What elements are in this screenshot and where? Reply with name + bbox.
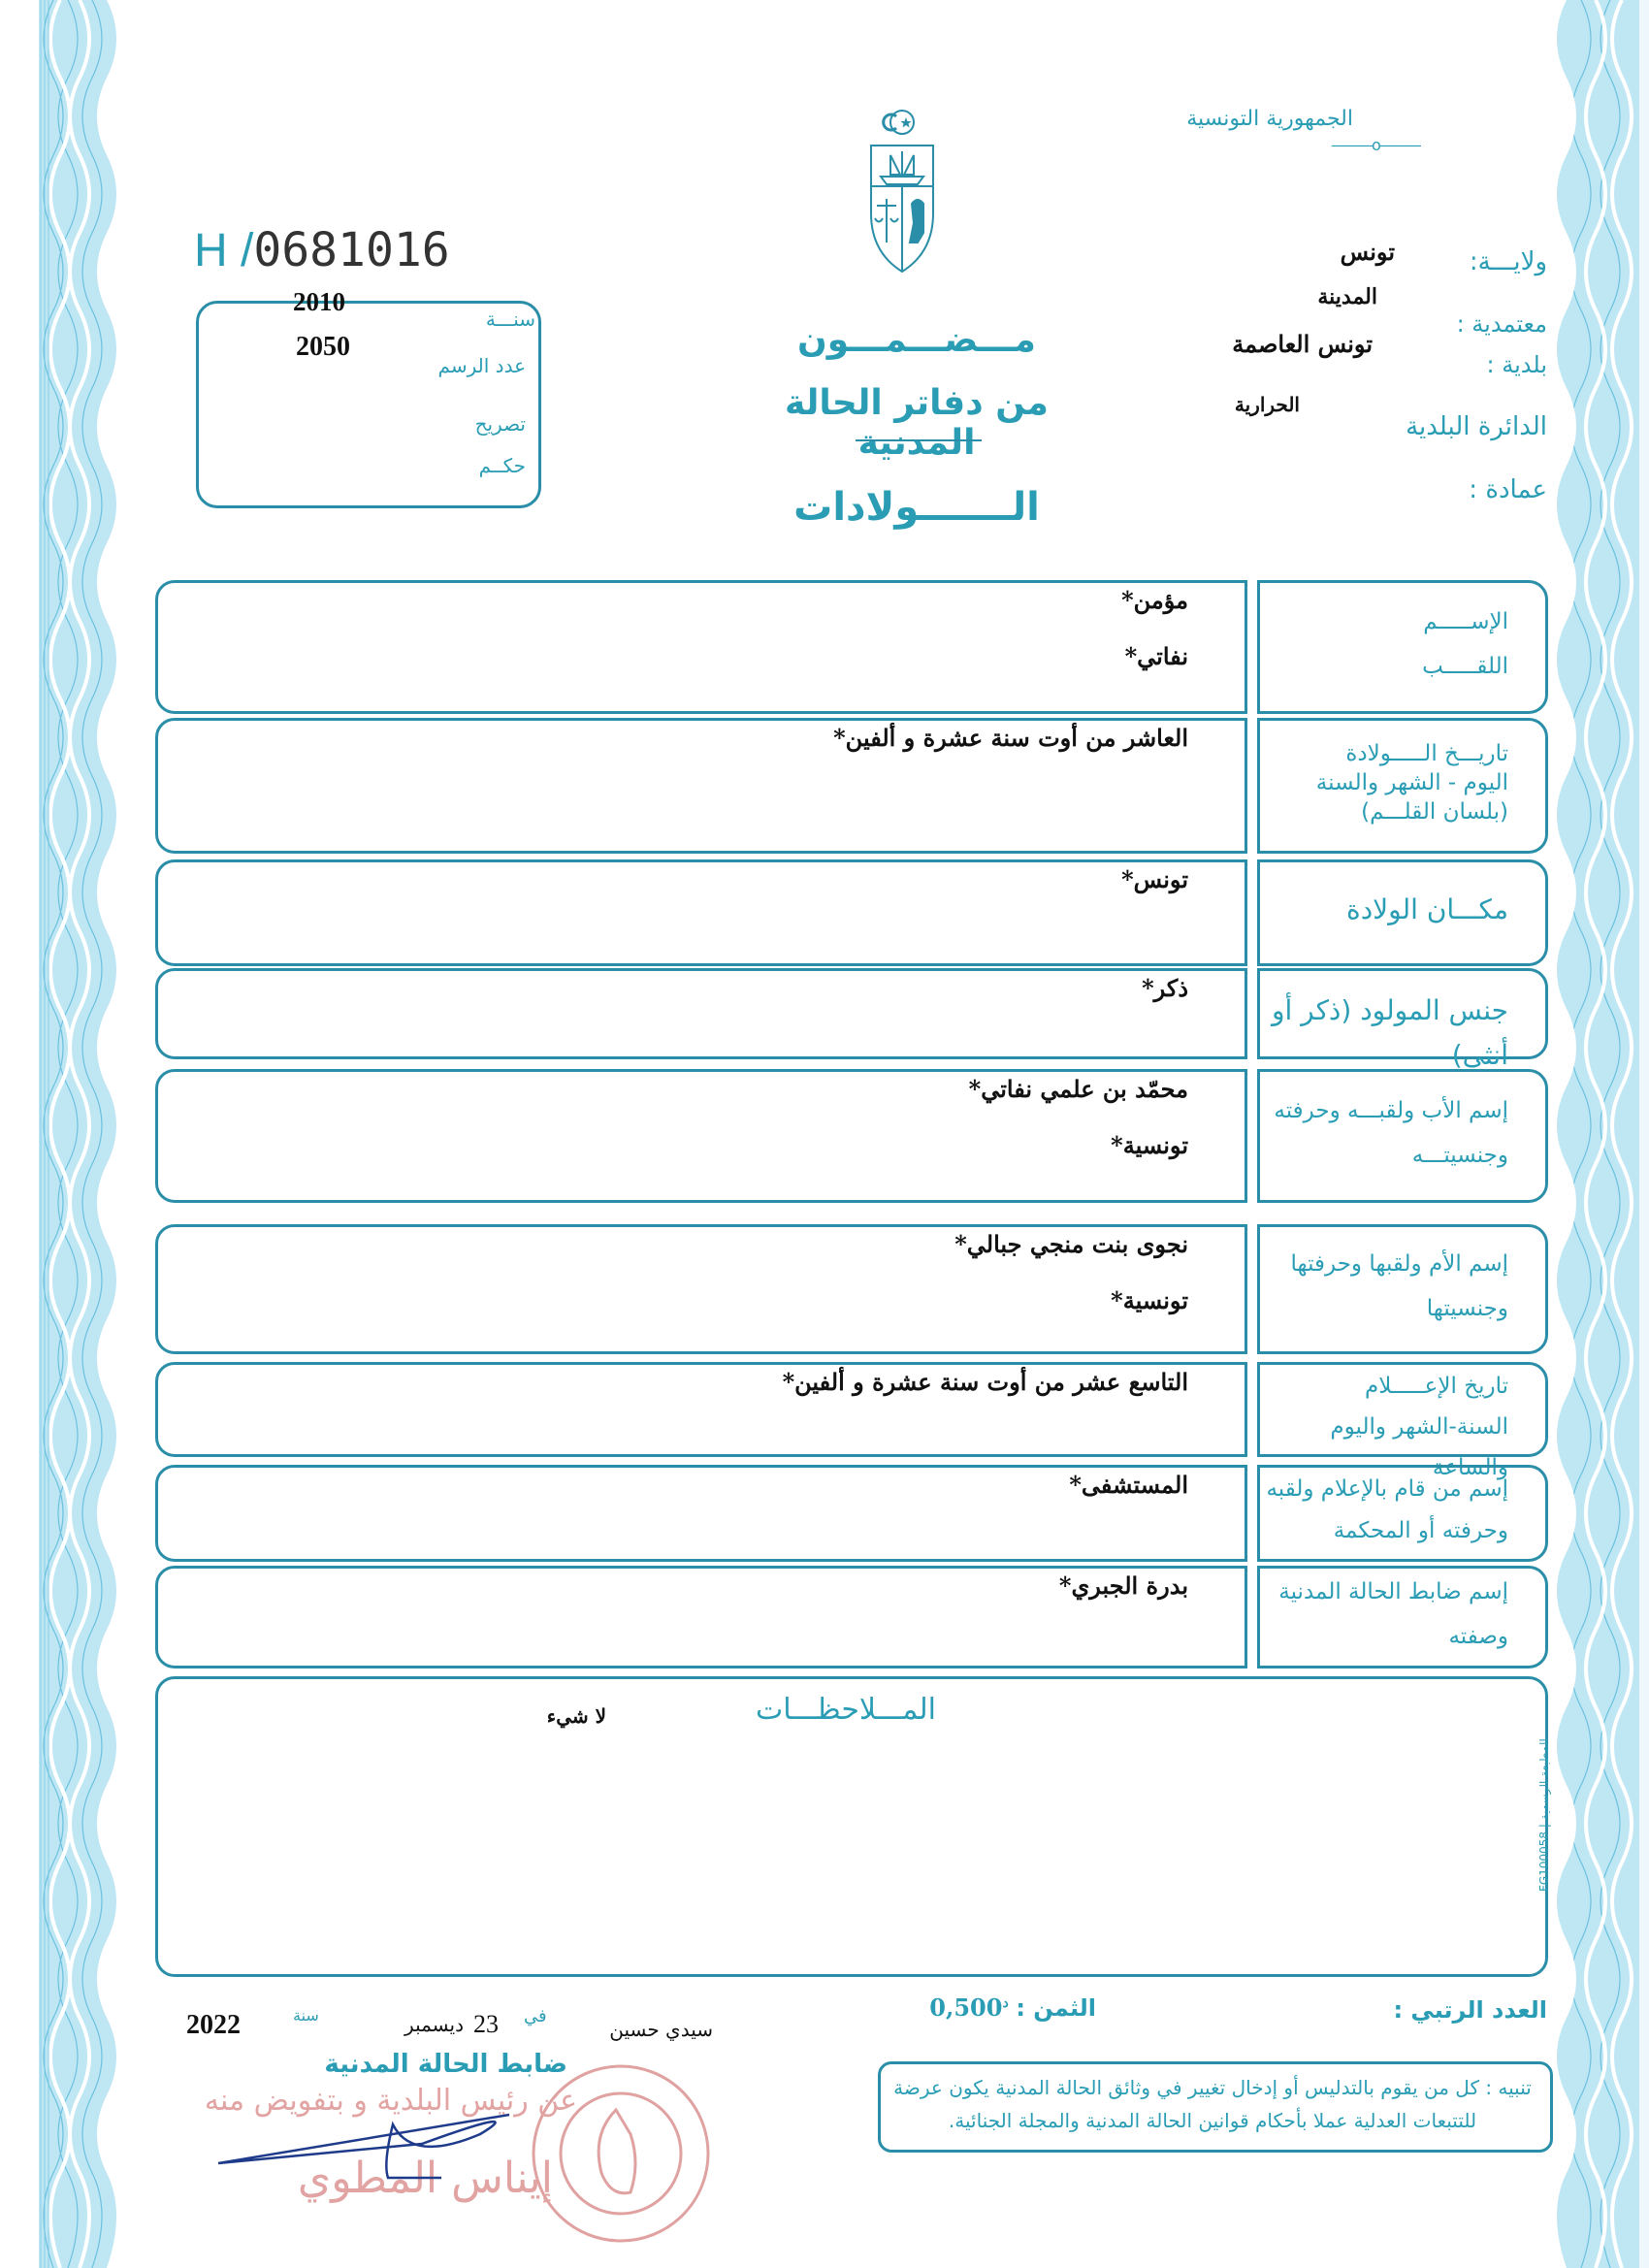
date-in-label: في (524, 2006, 547, 2026)
serial-digits: 0681016 (253, 223, 450, 277)
row-label-line: وحرفته أو المحكمة (1333, 1518, 1508, 1543)
row-label-line: تاريـــخ الـــــولادة (1345, 741, 1508, 766)
printer-mark: المطبعة الرسمية | FG100058 (1537, 1738, 1551, 1892)
row-label-line: جنس المولود (ذكر أو أنثى) (1271, 994, 1508, 1071)
row-label (1256, 739, 1508, 826)
admin-value-municipality: تونس العاصمة (1232, 330, 1373, 358)
row-label-line: إسم من قام بالإعلام ولقبه (1266, 1476, 1508, 1502)
row-value-line: نجوى بنت منجي جبالي* (954, 1230, 1188, 1258)
row-value (315, 1061, 1188, 1174)
issue-year: 2022 (186, 2010, 241, 2040)
year-value: 2010 (293, 287, 345, 316)
row-label (1256, 1088, 1508, 1178)
serial-order-label: العدد الرتبي : (1393, 1996, 1547, 2024)
row-label-line: الإســـــم (1423, 609, 1508, 634)
price (929, 1993, 1096, 2022)
row-label (1256, 1469, 1508, 1552)
judgment-label: حكــم (478, 454, 526, 477)
row-label (1256, 888, 1508, 932)
row-value (315, 852, 1188, 908)
row-value (315, 1558, 1188, 1614)
republic-ornament: ———o——— (1331, 136, 1420, 154)
printer-name: المطبعة الرسمية (1537, 1738, 1551, 1821)
serial-prefix: H / (194, 225, 254, 276)
admin-value-delegation: المدينة (1317, 284, 1377, 309)
row-label-line: إسم الأب ولقبـــه وحرفته (1274, 1098, 1508, 1123)
title-line1: مـــضـــمـــون (797, 320, 1036, 360)
admin-label-governorate: ولايـــة: (1469, 247, 1547, 276)
row-value-line: نفاتي* (1124, 642, 1188, 670)
row-value (315, 1457, 1188, 1513)
row-label (1256, 988, 1508, 1078)
row-label-line: اليوم - الشهر والسنة (1315, 770, 1508, 795)
row-value-line: التاسع عشر من أوت سنة عشرة و ألفين* (782, 1368, 1188, 1396)
officer-title: ضابط الحالة المدنية (324, 2050, 567, 2079)
republic-title: الجمهورية التونسية (1186, 107, 1353, 131)
row-label (1256, 599, 1508, 689)
warning-text: تنبيه : كل من يقوم بالتدليس أو إدخال تغيير في وثائق الحالة المدنية يكون عرضة للتتبعات العدلية عملا بأحكام قوانين الحالة المدنية والمجلة الجنائية. (893, 2076, 1532, 2132)
row-value (315, 960, 1188, 1017)
guilloche-border-right (1542, 0, 1649, 2268)
row-value (315, 572, 1188, 685)
remarks-value: لا شيء (546, 1704, 606, 1728)
signature (218, 2105, 587, 2192)
title-underline (856, 439, 982, 441)
guilloche-border-left (0, 0, 126, 2268)
issue-month: ديسمبر (404, 2013, 464, 2036)
row-label-line: السنة-الشهر واليوم والساعة (1330, 1414, 1508, 1480)
row-value-line: محمّد بن علمي نفاتي* (968, 1075, 1188, 1103)
price-value: $0,500^د$ (929, 1993, 1009, 2022)
issue-day: 23 (473, 2010, 499, 2038)
row-value-line: العاشر من أوت سنة عشرة و ألفين* (833, 724, 1188, 752)
admin-label-municipality: بلدية : (1486, 351, 1547, 378)
row-value (315, 1216, 1188, 1329)
admin-value-governorate: تونس (1340, 238, 1395, 266)
row-label-line: (بلسان القلـــم) (1361, 799, 1508, 825)
act-number-label: عدد الرسم (437, 354, 526, 377)
admin-label-delegation: معتمدية : (1456, 310, 1547, 338)
admin-label-sector: عمادة : (1469, 475, 1547, 504)
row-value-line: تونسية* (1111, 1131, 1188, 1159)
title-line2: من دفاتر الحالة المدنية (785, 383, 1049, 463)
serial-number (194, 223, 450, 277)
row-label-line: مكـــان الولادة (1346, 893, 1508, 925)
coat-of-arms-icon (863, 107, 941, 276)
row-value-line: تونسية* (1111, 1286, 1188, 1314)
admin-label-district: الدائرة البلدية (1406, 412, 1547, 441)
year-label-footer: سنة (293, 2006, 319, 2025)
row-label-line: تاريخ الإعـــــلام (1365, 1374, 1508, 1399)
row-label (1256, 1570, 1508, 1659)
row-value-line: ذكر* (1142, 974, 1188, 1002)
row-label-line: وجنسيتـــه (1411, 1143, 1508, 1168)
row-label-line: إسم الأم ولقبها وحرفتها (1290, 1251, 1508, 1277)
price-label: الثمن : (1016, 1994, 1096, 2022)
row-value (315, 710, 1188, 766)
row-label-line: وصفته (1448, 1624, 1508, 1649)
declaration-label: تصريح (474, 412, 526, 436)
remarks-label: المـــلاحظـــات (756, 1693, 936, 1727)
year-label: سنـــة (485, 308, 535, 331)
admin-value-district: الحرارية (1234, 393, 1300, 416)
row-label-line: اللقـــــب (1422, 654, 1508, 679)
row-label-line: وجنسيتها (1426, 1296, 1508, 1321)
stamp-delegation-text: عن رئيس البلدية و بتفويض منه (204, 2084, 577, 2118)
row-value-line: تونس* (1121, 865, 1188, 893)
row-value-line: المستشفى* (1069, 1471, 1188, 1499)
form-code: FG100058 (1537, 1831, 1551, 1892)
issue-place: سيدي حسين (609, 2018, 713, 2041)
act-number-value: 2050 (296, 332, 350, 362)
stamp-officer-name: إيناس المطوي (297, 2154, 553, 2203)
row-value-line: مؤمن* (1121, 586, 1188, 614)
row-label-line: إسم ضابط الحالة المدنية (1278, 1579, 1508, 1604)
section-title-births: الـــــــولادات (793, 485, 1040, 530)
row-label (1256, 1242, 1508, 1331)
row-value (315, 1354, 1188, 1410)
row-value-line: بدرة الجبري* (1058, 1571, 1188, 1600)
